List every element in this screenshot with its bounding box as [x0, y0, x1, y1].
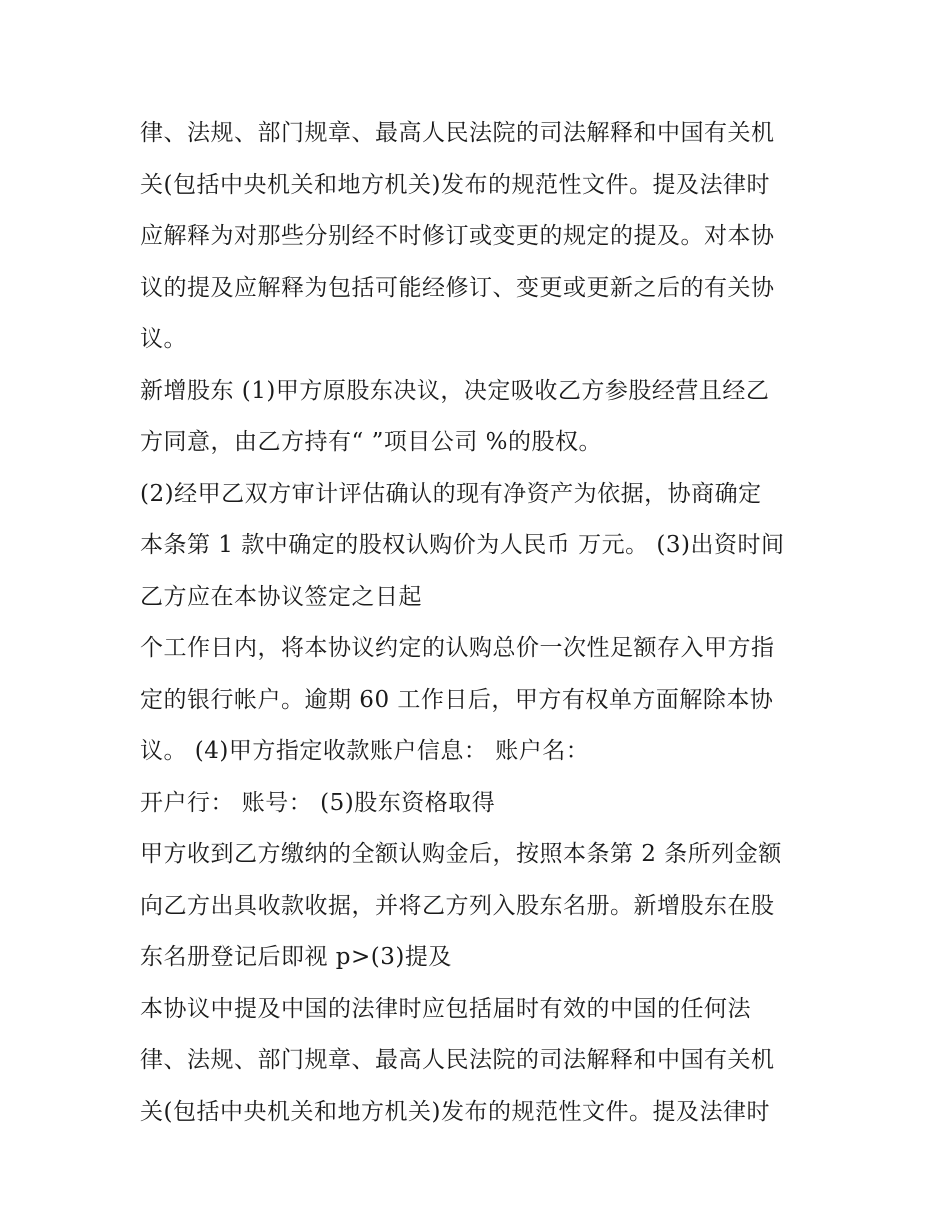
text-line: 议。 (4)甲方指定收款账户信息： 账户名：: [140, 738, 590, 764]
document-body: [140, 108, 830, 1138]
text-line: 新增股东 (1)甲方原股东决议，决定吸收乙方参股经营且经乙: [140, 377, 770, 404]
text-line: 议。: [140, 326, 187, 352]
text-line: 应解释为对那些分别经不时修订或变更的规定的提及。对本协: [140, 223, 775, 249]
text-line: 乙方应在本协议签定之日起: [140, 583, 422, 610]
text-line: 方同意，由乙方持有“ ”项目公司 %的股权。: [140, 429, 602, 455]
text-line: 定的银行帐户。逾期 60 工作日后，甲方有权单方面解除本协: [140, 686, 774, 713]
text-line: (2)经甲乙双方审计评估确认的现有净资产为依据，协商确定: [140, 480, 762, 507]
text-line: 向乙方出具收款收据，并将乙方列入股东名册。新增股东在股: [140, 892, 775, 919]
text-line: 个工作日内，将本协议约定的认购总价一次性足额存入甲方指: [140, 635, 775, 661]
text-line: 本协议中提及中国的法律时应包括届时有效的中国的任何法: [140, 995, 751, 1022]
text-line: 东名册登记后即视 p>(3)提及: [140, 944, 452, 970]
text-line: 关(包括中央机关和地方机关)发布的规范性文件。提及法律时: [140, 1098, 770, 1125]
text-line: 开户行： 账号： (5)股东资格取得: [140, 789, 496, 816]
text-line: 律、法规、部门规章、最高人民法院的司法解释和中国有关机: [140, 1047, 775, 1073]
text-line: 本条第 1 款中确定的股权认购价为人民币 万元。 (3)出资时间: [140, 532, 785, 558]
text-line: 甲方收到乙方缴纳的全额认购金后，按照本条第 2 条所列金额: [140, 841, 782, 867]
text-line: 关(包括中央机关和地方机关)发布的规范性文件。提及法律时: [140, 171, 770, 198]
text-line: 议的提及应解释为包括可能经修订、变更或更新之后的有关协: [140, 274, 775, 301]
text-line: 律、法规、部门规章、最高人民法院的司法解释和中国有关机: [140, 120, 775, 146]
